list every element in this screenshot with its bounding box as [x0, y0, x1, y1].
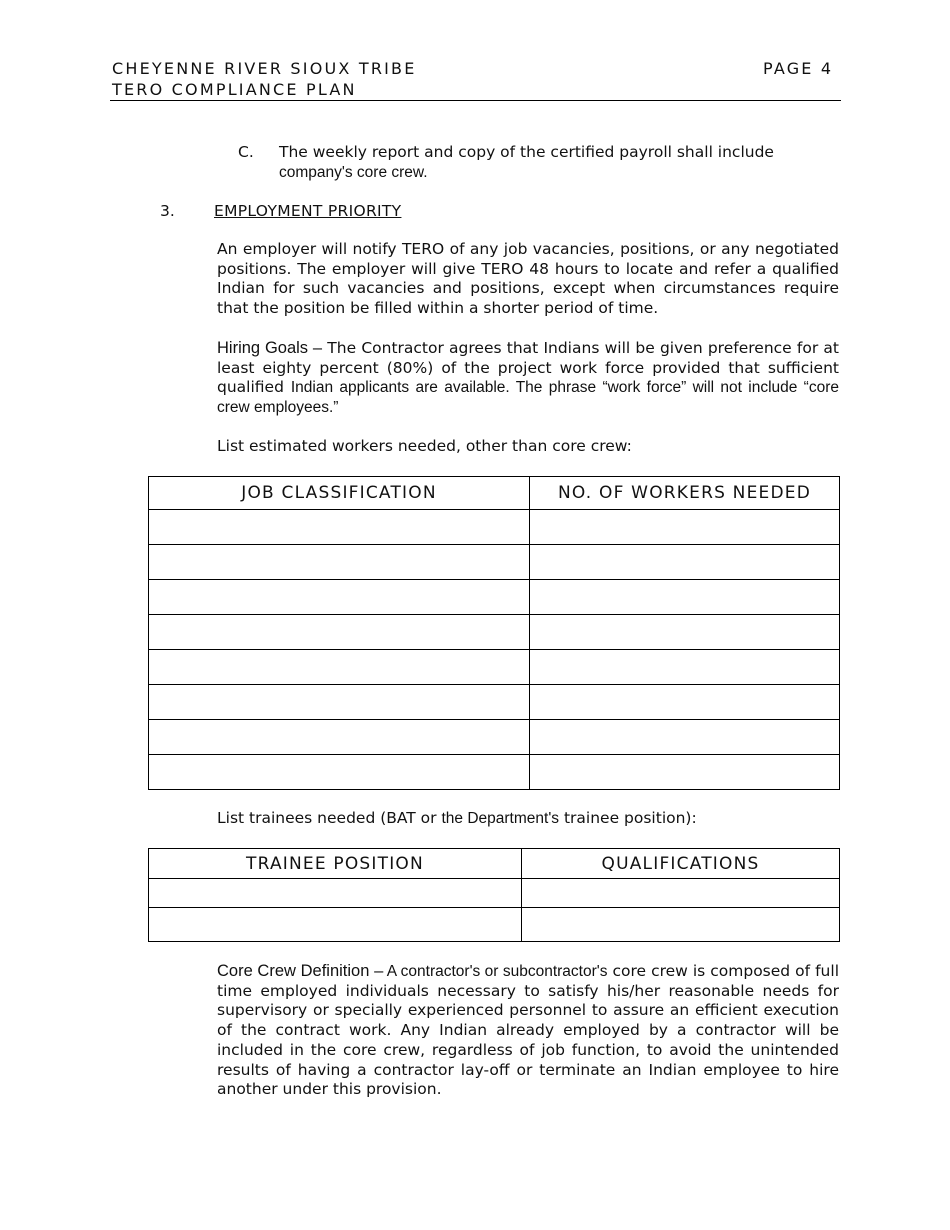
page-number: PAGE 4 [763, 59, 834, 78]
item-c-label: C. [238, 143, 254, 161]
qualifications-cell[interactable] [522, 879, 840, 908]
section-number: 3. [160, 202, 175, 220]
workers-needed-cell[interactable] [530, 510, 840, 545]
workers-needed-cell[interactable] [530, 685, 840, 720]
workers-prompt: List estimated workers needed, other than core crew: [217, 437, 632, 455]
job-classification-cell[interactable] [149, 615, 530, 650]
table-row [149, 545, 840, 580]
table-row [149, 755, 840, 790]
table-header-row [149, 849, 840, 879]
trainee-position-cell[interactable] [149, 879, 522, 908]
table-row [149, 580, 840, 615]
job-classification-cell[interactable] [149, 755, 530, 790]
workers-needed-cell[interactable] [530, 545, 840, 580]
core-crew-text-b: core crew is composed of full time employed individuals necessary to satisfy his/her reasonable needs for supervisory or specially experienced personnel to assure an efficient execution of the contract work. Any Indian already employed by a contractor will be included in the core crew, regardless of job function, to avoid the unintended results of having a contractor lay-off or terminate an Indian employee to hire another under this provision. [217, 962, 839, 1099]
core-crew-lead: Core Crew Definition – [217, 962, 384, 980]
table-row [149, 510, 840, 545]
hiring-goals-text-a: The Contractor agrees that Indians will be given preference for at least eighty percent (80%) of the project work force provided that sufficient qualified [217, 339, 839, 397]
header-org-line2: TERO COMPLIANCE PLAN [112, 80, 357, 99]
item-c-line1: The weekly report and copy of the certified payroll shall include [279, 143, 774, 161]
workers-needed-cell[interactable] [530, 580, 840, 615]
hiring-goals-text-b: Indian applicants are available. The phrase “work force” will not include “core crew employees.” [217, 379, 839, 417]
hiring-goals-paragraph [217, 339, 839, 418]
workers-needed-cell[interactable] [530, 615, 840, 650]
workers-needed-cell[interactable] [530, 755, 840, 790]
job-classification-cell[interactable] [149, 685, 530, 720]
table-row [149, 685, 840, 720]
table-row [149, 879, 840, 908]
trainee-position-cell[interactable] [149, 908, 522, 942]
workers-needed-cell[interactable] [530, 650, 840, 685]
table-header-row [149, 477, 840, 510]
page-header-title [112, 58, 417, 100]
hiring-goals-lead: Hiring Goals – [217, 339, 323, 357]
qualifications-header: QUALIFICATIONS [522, 849, 840, 879]
workers-needed-header: NO. OF WORKERS NEEDED [530, 477, 840, 510]
item-c-text [279, 143, 799, 182]
workers-needed-table [148, 476, 840, 790]
trainees-prompt-part3: trainee position): [559, 809, 697, 827]
header-org-line1: CHEYENNE RIVER SIOUX TRIBE [112, 59, 417, 78]
table-row [149, 650, 840, 685]
table-row [149, 720, 840, 755]
trainees-prompt-part2: the Department's [441, 810, 560, 827]
workers-needed-cell[interactable] [530, 720, 840, 755]
trainee-position-header: TRAINEE POSITION [149, 849, 522, 879]
section-title: EMPLOYMENT PRIORITY [214, 202, 402, 220]
header-divider [110, 100, 841, 101]
job-classification-cell[interactable] [149, 545, 530, 580]
employer-notification-paragraph: An employer will notify TERO of any job vacancies, positions, or any negotiated positions. The employer will give TERO 48 hours to locate and refer a qualified Indian for such vacancies and positions, except when circumstances require that the position be filled within a shorter period of time. [217, 240, 839, 318]
core-crew-definition-paragraph [217, 962, 839, 1100]
table-row [149, 908, 840, 942]
trainees-table [148, 848, 840, 942]
job-classification-cell[interactable] [149, 580, 530, 615]
job-classification-cell[interactable] [149, 650, 530, 685]
job-classification-cell[interactable] [149, 510, 530, 545]
job-classification-cell[interactable] [149, 720, 530, 755]
job-classification-header: JOB CLASSIFICATION [149, 477, 530, 510]
trainees-prompt [217, 809, 839, 829]
qualifications-cell[interactable] [522, 908, 840, 942]
item-c-line2: company's core crew. [279, 163, 428, 181]
trainees-prompt-part1: List trainees needed (BAT or [217, 809, 442, 827]
core-crew-text-a: A contractor's or subcontractor's [383, 963, 608, 980]
table-row [149, 615, 840, 650]
